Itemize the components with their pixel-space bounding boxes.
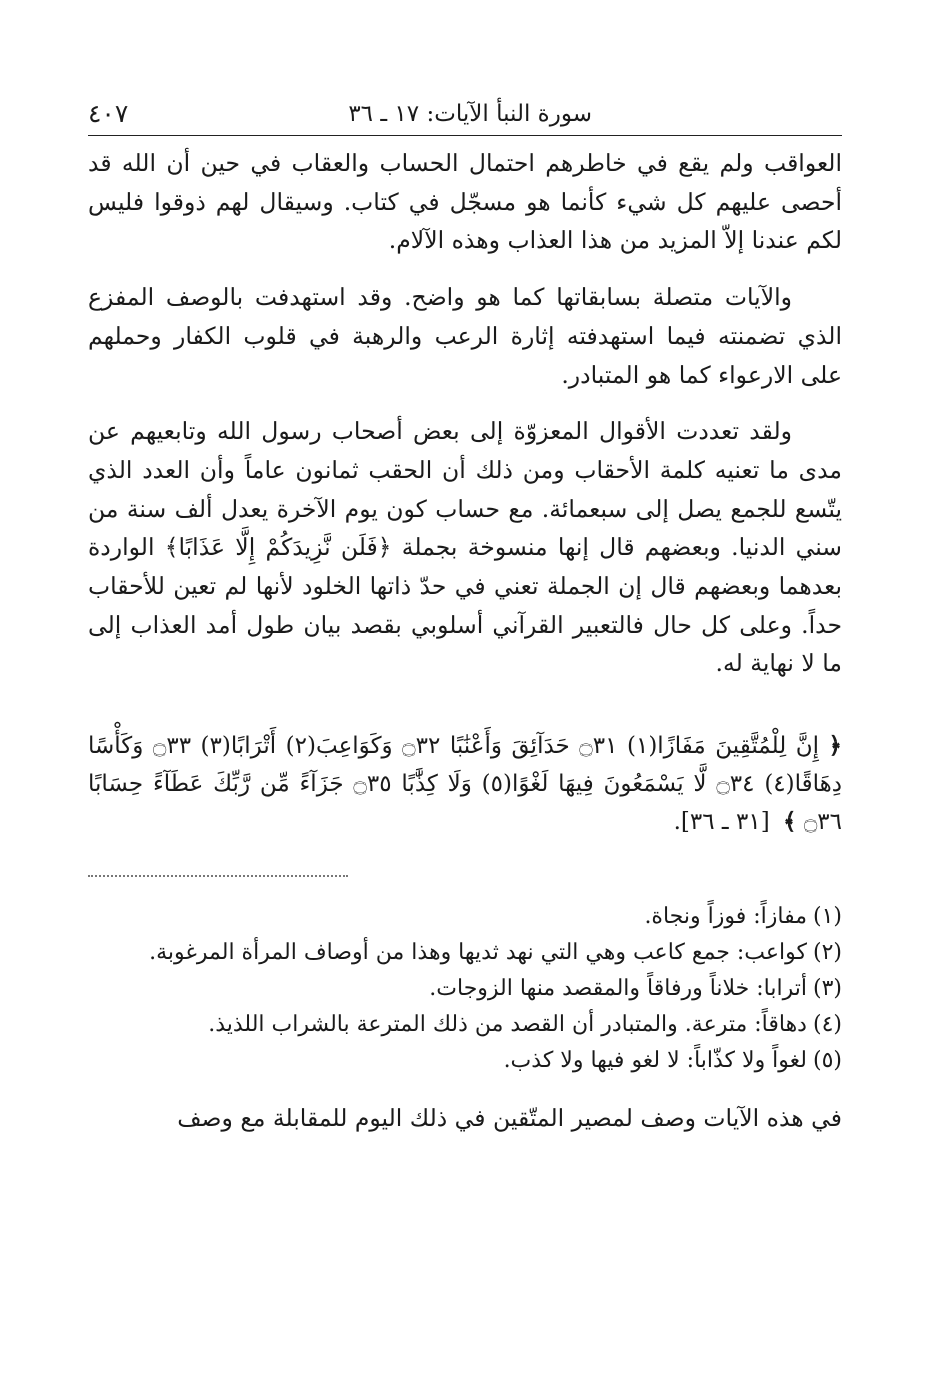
footnote-number: (٤) — [812, 1012, 842, 1038]
running-title: سورة النبأ الآيات: ١٧ ـ ٣٦ — [348, 101, 592, 127]
footnote — [88, 1007, 842, 1043]
footnote-text: مفازاً: فوزاً ونجاة. — [644, 904, 807, 930]
paragraph: ولقد تعددت الأقوال المعزوّة إلى بعض أصحاب رسول الله وتابعيهم عن مدى ما تعنيه كلمة الأحقاب ومن ذلك أن الحقب ثمانون عاماً وأن العدد الذي يتّسع للجمع يصل إلى سبعمائة. مع حساب كون يوم الآخرة يعدل ألف سنة من سني الدنيا. وبعضهم قال إنها منسوخة بجملة ﴿فَلَن نَّزِيدَكُمْ إِلَّا عَذَابًا﴾ الواردة بعدهما وبعضهم قال إن الجملة تعني في حدّ ذاتها الخلود لأنها لم تعين للأحقاب حداً. وعلى كل حال فالتعبير القرآني أسلوبي بقصد بيان طول أمد العذاب إلى ما لا نهاية له. — [88, 417, 842, 678]
page-number: ٤٠٧ — [88, 99, 129, 128]
footnote-text: كواعب: جمع كاعب وهي التي نهد ثديها وهذا من أوصاف المرأة المرغوبة. — [149, 940, 807, 966]
verse-open-bracket: ﴿ — [828, 732, 842, 760]
footnote-number: (١) — [812, 904, 842, 930]
continuation-line: في هذه الآيات وصف لمصير المتّقين في ذلك اليوم للمقابلة مع وصف — [177, 1104, 842, 1133]
footnote — [88, 971, 842, 1007]
verse-close-bracket: ﴾ — [783, 808, 797, 836]
footnote-separator — [88, 875, 348, 877]
footnote — [88, 1043, 842, 1079]
paragraph: والآيات متصلة بسابقاتها كما هو واضح. وقد استهدفت بالوصف المفزع الذي تضمنته فيما استهدفته إثارة الرعب والرهبة في قلوب الكفار وحملهم على الارعواء كما هو المتبادر. — [88, 283, 842, 389]
verse-reference: [٣١ ـ ٣٦]. — [673, 809, 770, 836]
running-header — [88, 95, 842, 136]
body-text — [88, 144, 842, 683]
book-page — [88, 95, 842, 1161]
footnote — [88, 935, 842, 971]
quran-verse-block — [88, 727, 842, 841]
footnote-text: أترابا: خلاناً ورفاقاً والمقصد منها الزوجات. — [429, 976, 807, 1002]
paragraph: العواقب ولم يقع في خاطرهم احتمال الحساب والعقاب في حين أن الله قد أحصى عليهم كل شيء كأنما هو مسجّل في كتاب. وسيقال لهم ذوقوا فليس لكم عندنا إلاّ المزيد من هذا العذاب وهذه الآلام. — [88, 149, 842, 255]
footnotes — [88, 899, 842, 1079]
footnote-text: لغواً ولا كذّاباً: لا لغو فيها ولا كذب. — [503, 1048, 807, 1074]
footnote-number: (٥) — [812, 1048, 842, 1074]
footnote-number: (٢) — [812, 940, 842, 966]
footnote-number: (٣) — [812, 976, 842, 1002]
footnote-text: دهاقاً: مترعة. والمتبادر أن القصد من ذلك المترعة بالشراب اللذيذ. — [208, 1012, 807, 1038]
footnote — [88, 899, 842, 935]
verse-text: إِنَّ لِلْمُتَّقِينَ مَفَازًا(١) ۝٣١ حَدَآئِقَ وَأَعْنَٰبًا ۝٣٢ وَكَوَاعِبَ(٢) أَتْرَابًا(٣) ۝٣٣ وَكَأْسًا دِهَاقًا(٤) ۝٣٤ لَّا يَسْمَعُونَ فِيهَا لَغْوًا(٥) وَلَا كِذَّٰبًا ۝٣٥ جَزَآءً مِّن رَّبِّكَ عَطَآءً حِسَابًا ۝٣٦ — [88, 733, 843, 836]
